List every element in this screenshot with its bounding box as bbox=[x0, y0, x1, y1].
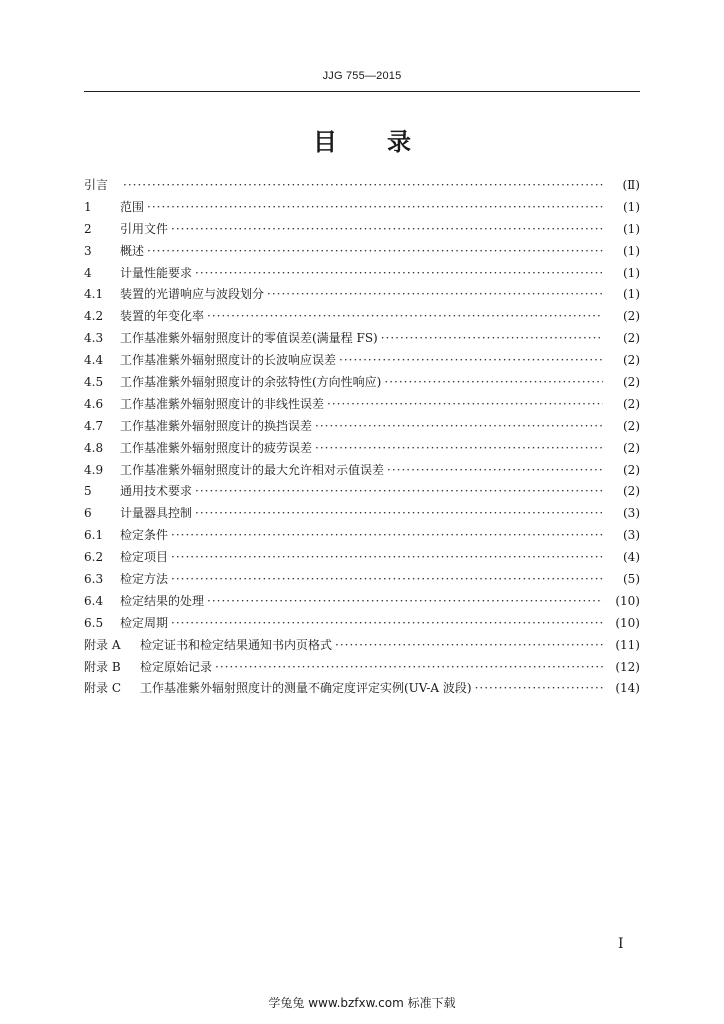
toc-entry-title: 工作基准紫外辐射照度计的余弦特性(方向性响应) bbox=[120, 375, 382, 390]
document-code-header: JJG 755—2015 bbox=[322, 70, 402, 82]
toc-entry-number: 3 bbox=[84, 243, 92, 258]
toc-leader-dots bbox=[147, 197, 603, 219]
toc-leader-dots bbox=[195, 503, 603, 525]
toc-leader-dots bbox=[384, 372, 603, 394]
toc-entry-page: (2) bbox=[623, 375, 640, 390]
toc-entry-page: (11) bbox=[615, 637, 640, 652]
toc-entry-number: 2 bbox=[84, 221, 92, 236]
toc-entry-page: (1) bbox=[623, 221, 640, 236]
toc-entry-title: 通用技术要求 bbox=[120, 484, 193, 499]
toc-entry-number: 4.7 bbox=[84, 418, 104, 433]
toc-entry-title: 计量性能要求 bbox=[120, 265, 193, 280]
toc-entry-number: 1 bbox=[84, 199, 92, 214]
toc-entry-title: 检定结果的处理 bbox=[120, 593, 205, 608]
toc-entry[interactable] bbox=[84, 460, 640, 482]
toc-entry[interactable] bbox=[84, 306, 640, 328]
toc-leader-dots bbox=[171, 569, 603, 591]
toc-leader-dots bbox=[207, 591, 603, 613]
toc-entry-page: (3) bbox=[623, 506, 640, 521]
toc-entry-number: 6.1 bbox=[84, 528, 104, 543]
toc-entry[interactable] bbox=[84, 503, 640, 525]
toc-entry[interactable] bbox=[84, 328, 640, 350]
toc-entry-title: 计量器具控制 bbox=[120, 506, 193, 521]
toc-entry-page: (2) bbox=[623, 418, 640, 433]
toc-entry-number: 6.5 bbox=[84, 615, 104, 630]
toc-entry[interactable] bbox=[84, 678, 640, 700]
toc-leader-dots bbox=[123, 175, 603, 197]
toc-entry-number: 5 bbox=[84, 484, 92, 499]
footer-watermark: 学兔兔 www.bzfxw.com 标准下载 bbox=[268, 996, 456, 1010]
toc-entry[interactable] bbox=[84, 547, 640, 569]
toc-entry-title: 工作基准紫外辐射照度计的换挡误差 bbox=[120, 418, 313, 433]
toc-entry-number: 4.6 bbox=[84, 396, 104, 411]
toc-entry-title: 检定证书和检定结果通知书内页格式 bbox=[140, 637, 333, 652]
toc-entry-page: (1) bbox=[623, 265, 640, 280]
toc-entry-page: (2) bbox=[623, 353, 640, 368]
toc-entry-number: 4.3 bbox=[84, 331, 104, 346]
toc-entry[interactable] bbox=[84, 569, 640, 591]
toc-entry-page: (3) bbox=[623, 528, 640, 543]
toc-entry-number: 4.2 bbox=[84, 309, 104, 324]
toc-leader-dots bbox=[315, 416, 603, 438]
toc-entry-page: (2) bbox=[623, 309, 640, 324]
toc-entry[interactable] bbox=[84, 263, 640, 285]
toc-entry-title: 工作基准紫外辐射照度计的零值误差(满量程 FS) bbox=[120, 331, 378, 346]
toc-entry-number: 6 bbox=[84, 506, 92, 521]
toc-leader-dots bbox=[207, 306, 603, 328]
toc-entry[interactable] bbox=[84, 525, 640, 547]
toc-entry-title: 检定原始记录 bbox=[140, 659, 213, 674]
toc-entry[interactable] bbox=[84, 613, 640, 635]
toc-entry-page: (2) bbox=[623, 396, 640, 411]
toc-entry-title: 引用文件 bbox=[120, 221, 169, 236]
toc-entry-page: (5) bbox=[623, 572, 640, 587]
toc-entry-title: 检定方法 bbox=[120, 572, 169, 587]
toc-leader-dots bbox=[267, 284, 603, 306]
toc-leader-dots bbox=[171, 547, 603, 569]
toc-leader-dots bbox=[339, 350, 603, 372]
toc-leader-dots bbox=[327, 394, 603, 416]
toc-leader-dots bbox=[195, 481, 603, 503]
toc-leader-dots bbox=[171, 613, 603, 635]
toc-leader-dots bbox=[171, 219, 603, 241]
toc-entry-title: 工作基准紫外辐射照度计的长波响应误差 bbox=[120, 353, 337, 368]
toc-leader-dots bbox=[381, 328, 603, 350]
toc-entry-title: 概述 bbox=[120, 243, 145, 258]
toc-entry-number: 6.3 bbox=[84, 572, 104, 587]
toc-entry-page: (1) bbox=[623, 199, 640, 214]
toc-entry[interactable] bbox=[84, 350, 640, 372]
toc-entry[interactable] bbox=[84, 591, 640, 613]
toc-entry-page: (4) bbox=[623, 550, 640, 565]
toc-entry[interactable] bbox=[84, 394, 640, 416]
toc-entry-title: 工作基准紫外辐射照度计的测量不确定度评定实例(UV-A 波段) bbox=[140, 681, 472, 696]
toc-entry-number: 4 bbox=[84, 265, 92, 280]
toc-entry-page: (1) bbox=[623, 243, 640, 258]
toc-entry[interactable] bbox=[84, 175, 640, 197]
toc-entry-number: 引言 bbox=[84, 178, 109, 192]
toc-entry-title: 范围 bbox=[120, 199, 145, 214]
table-of-contents bbox=[84, 175, 640, 700]
toc-entry-title: 装置的光谱响应与波段划分 bbox=[120, 287, 265, 302]
toc-entry-title: 工作基准紫外辐射照度计的非线性误差 bbox=[120, 396, 325, 411]
toc-entry-page: (10) bbox=[615, 615, 640, 630]
toc-leader-dots bbox=[387, 460, 603, 482]
toc-leader-dots bbox=[215, 657, 603, 679]
toc-entry-number: 4.4 bbox=[84, 353, 104, 368]
toc-entry-page: (2) bbox=[623, 462, 640, 477]
toc-entry-page: (14) bbox=[615, 681, 640, 696]
toc-entry-title: 工作基准紫外辐射照度计的最大允许相对示值误差 bbox=[120, 462, 385, 477]
toc-entry-page: (10) bbox=[615, 593, 640, 608]
toc-entry-title: 检定项目 bbox=[120, 550, 169, 565]
toc-entry[interactable] bbox=[84, 438, 640, 460]
toc-entry-number: 附录 B bbox=[84, 659, 121, 674]
toc-entry-number: 4.1 bbox=[84, 287, 104, 302]
toc-entry[interactable] bbox=[84, 657, 640, 679]
toc-entry-number: 4.5 bbox=[84, 375, 104, 390]
toc-entry-page: (12) bbox=[615, 659, 640, 674]
toc-entry[interactable] bbox=[84, 635, 640, 657]
toc-entry-page: (1) bbox=[623, 287, 640, 302]
toc-entry-number: 4.8 bbox=[84, 440, 104, 455]
toc-entry-page: (2) bbox=[623, 484, 640, 499]
toc-entry[interactable] bbox=[84, 481, 640, 503]
toc-entry[interactable] bbox=[84, 197, 640, 219]
toc-entry[interactable] bbox=[84, 416, 640, 438]
toc-entry-number: 附录 C bbox=[84, 681, 121, 696]
toc-leader-dots bbox=[315, 438, 603, 460]
toc-entry-number: 4.9 bbox=[84, 462, 104, 477]
toc-entry-title: 检定条件 bbox=[120, 528, 169, 543]
toc-leader-dots bbox=[171, 525, 603, 547]
toc-entry-title: 检定周期 bbox=[120, 615, 169, 630]
page-number: I bbox=[618, 936, 624, 952]
toc-entry-number: 6.4 bbox=[84, 593, 104, 608]
toc-leader-dots bbox=[475, 678, 603, 700]
toc-entry-title: 装置的年变化率 bbox=[120, 309, 205, 324]
toc-entry-page: (2) bbox=[623, 331, 640, 346]
header-rule bbox=[84, 91, 640, 92]
toc-leader-dots bbox=[335, 635, 603, 657]
toc-entry[interactable] bbox=[84, 241, 640, 263]
toc-entry[interactable] bbox=[84, 219, 640, 241]
toc-entry[interactable] bbox=[84, 372, 640, 394]
toc-entry-title: 工作基准紫外辐射照度计的疲劳误差 bbox=[120, 440, 313, 455]
toc-entry-number: 6.2 bbox=[84, 550, 104, 565]
toc-entry-page: (Ⅱ) bbox=[622, 178, 640, 192]
toc-entry[interactable] bbox=[84, 284, 640, 306]
page-title: 目录 bbox=[313, 128, 461, 156]
toc-leader-dots bbox=[195, 263, 603, 285]
toc-entry-page: (2) bbox=[623, 440, 640, 455]
toc-entry-number: 附录 A bbox=[84, 637, 121, 652]
toc-leader-dots bbox=[147, 241, 603, 263]
